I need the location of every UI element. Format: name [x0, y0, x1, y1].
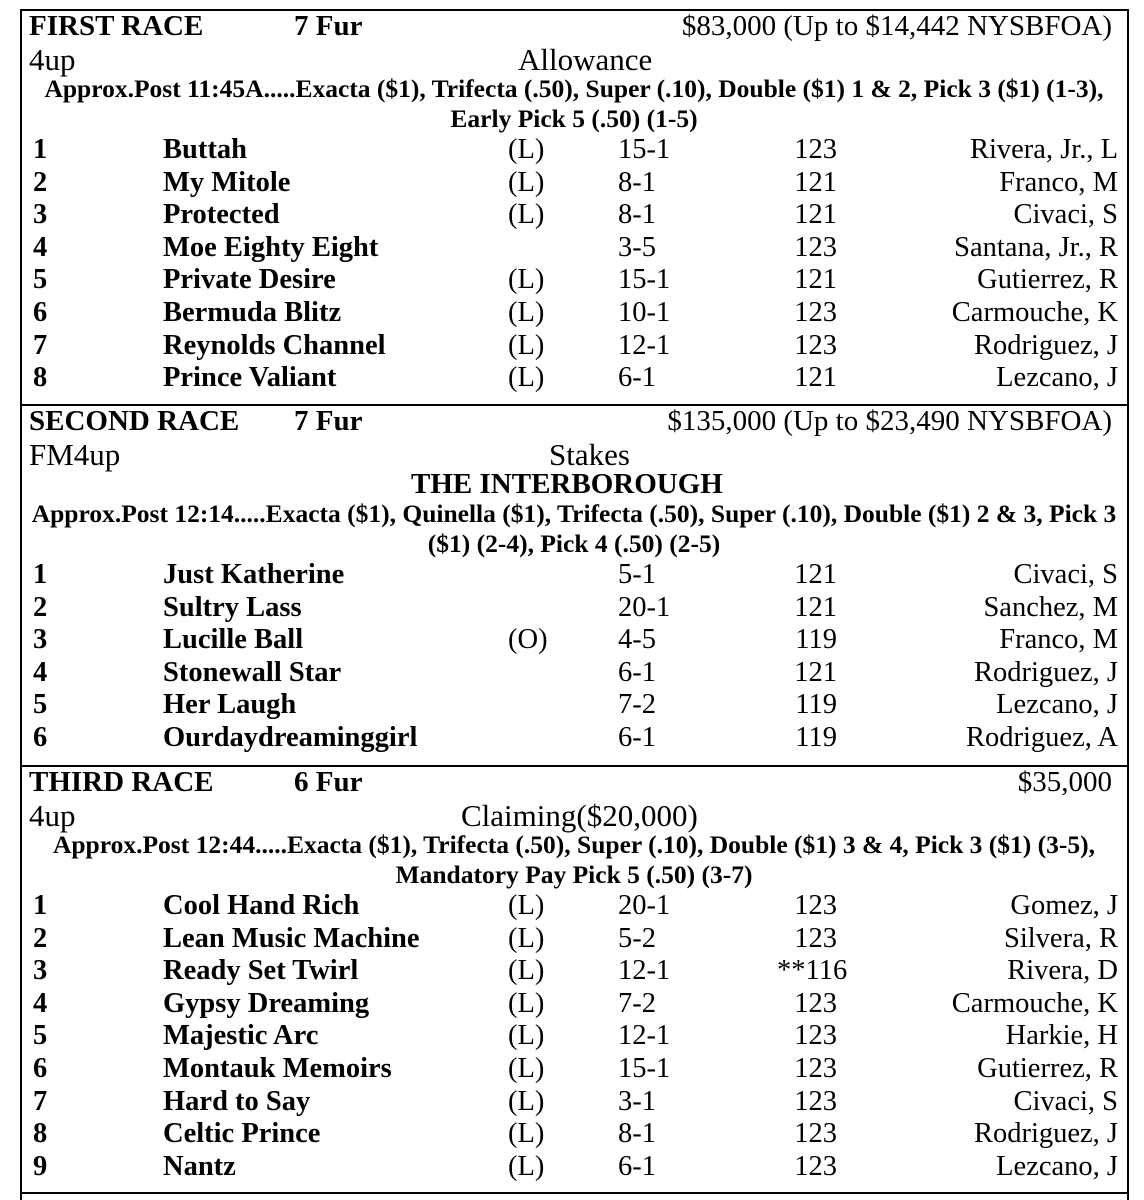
medication: (L) [508, 922, 545, 954]
horse-name: Lean Music Machine [163, 922, 420, 954]
jockey: Sanchez, M [983, 591, 1118, 623]
weight: 123 [794, 296, 837, 328]
jockey: Rivera, Jr., L [969, 134, 1118, 165]
post-position: 3 [33, 955, 48, 987]
morning-line-odds: 6-1 [618, 656, 656, 688]
weight: 123 [794, 1118, 837, 1150]
morning-line-odds: 5-1 [618, 559, 656, 590]
jockey: Rodriguez, J [973, 1118, 1118, 1150]
post-position: 8 [33, 362, 48, 394]
weight: 121 [794, 264, 837, 296]
horse-name: Stonewall Star [163, 656, 342, 688]
horse-name: Montauk Memoirs [163, 1052, 392, 1084]
medication: (O) [508, 624, 548, 656]
entry-row [20, 890, 1128, 923]
post-position: 5 [33, 264, 48, 296]
medication: (L) [508, 1020, 545, 1052]
entry-row [20, 362, 1128, 395]
race-card-third [20, 766, 1128, 1192]
morning-line-odds: 6-1 [618, 721, 656, 753]
weight: 119 [795, 721, 837, 753]
post-position: 6 [33, 296, 48, 328]
entry-row [20, 297, 1128, 330]
jockey: Civaci, S [1013, 1085, 1118, 1117]
entry-row [20, 1151, 1128, 1184]
weight: 123 [794, 987, 837, 1019]
entry-row [20, 199, 1128, 232]
horse-name: Majestic Arc [163, 1020, 319, 1052]
post-position: 5 [33, 689, 48, 721]
entry-row [20, 167, 1128, 200]
race-purse: $135,000 (Up to $23,490 NYSBFOA) [667, 405, 1112, 437]
weight: 123 [794, 329, 837, 361]
weight: 123 [794, 1052, 837, 1084]
entry-row [20, 1118, 1128, 1151]
entry-row [20, 330, 1128, 363]
entry-list [20, 559, 1128, 755]
morning-line-odds: 12-1 [618, 329, 671, 361]
entry-row [20, 1086, 1128, 1119]
jockey: Rodriguez, A [966, 721, 1118, 753]
medication: (L) [508, 955, 545, 987]
morning-line-odds: 10-1 [618, 296, 671, 328]
entry-list [20, 134, 1128, 395]
post-position: 6 [33, 1052, 48, 1084]
morning-line-odds: 8-1 [618, 166, 656, 198]
entry-row [20, 624, 1128, 657]
race-distance: 7 Fur [294, 10, 363, 42]
horse-name: Buttah [163, 134, 247, 165]
medication: (L) [508, 1118, 545, 1150]
weight: 121 [794, 199, 837, 231]
post-position: 6 [33, 721, 48, 753]
post-position: 1 [33, 559, 48, 590]
medication: (L) [508, 1085, 545, 1117]
race-divider [20, 1192, 1128, 1194]
horse-name: Ourdaydreaminggirl [163, 721, 418, 753]
race-wagers: Approx.Post 12:14.....Exacta ($1), Quinella ($1), Trifecta (.50), Super (.10), Double ($1) 2 & 3, Pick 3 ($1) (2-4), Pick 4 (.50) (2-5) [31, 499, 1117, 558]
entry-row [20, 134, 1128, 167]
morning-line-odds: 7-2 [618, 987, 656, 1019]
race-distance: 7 Fur [294, 405, 363, 437]
morning-line-odds: 20-1 [618, 591, 671, 623]
morning-line-odds: 4-5 [618, 624, 656, 656]
morning-line-odds: 7-2 [618, 689, 656, 721]
medication: (L) [508, 296, 545, 328]
stakes-name: THE INTERBOROUGH [411, 468, 723, 500]
post-position: 4 [33, 987, 48, 1019]
post-position: 9 [33, 1150, 48, 1182]
race-card-first [20, 10, 1128, 404]
horse-name: Moe Eighty Eight [163, 231, 379, 263]
morning-line-odds: 15-1 [618, 134, 671, 165]
horse-name: Nantz [163, 1150, 236, 1182]
race-type: Claiming($20,000) [461, 798, 698, 833]
medication: (L) [508, 134, 545, 165]
jockey: Rodriguez, J [973, 656, 1118, 688]
morning-line-odds: 3-1 [618, 1085, 656, 1117]
post-position: 1 [33, 890, 48, 921]
medication: (L) [508, 199, 545, 231]
post-position: 2 [33, 922, 48, 954]
post-position: 2 [33, 166, 48, 198]
morning-line-odds: 6-1 [618, 362, 656, 394]
post-position: 7 [33, 1085, 48, 1117]
morning-line-odds: 6-1 [618, 1150, 656, 1182]
post-position: 2 [33, 591, 48, 623]
horse-name: Cool Hand Rich [163, 890, 360, 921]
post-position: 3 [33, 624, 48, 656]
weight: 123 [794, 922, 837, 954]
post-position: 8 [33, 1118, 48, 1150]
jockey: Gutierrez, R [977, 264, 1118, 296]
morning-line-odds: 5-2 [618, 922, 656, 954]
medication: (L) [508, 1052, 545, 1084]
medication: (L) [508, 166, 545, 198]
post-position: 4 [33, 231, 48, 263]
post-position: 1 [33, 134, 48, 165]
jockey: Santana, Jr., R [954, 231, 1118, 263]
weight: 123 [794, 134, 837, 165]
weight: 119 [795, 689, 837, 721]
weight: 123 [794, 231, 837, 263]
post-position: 4 [33, 656, 48, 688]
jockey: Franco, M [999, 624, 1118, 656]
jockey: Carmouche, K [951, 987, 1118, 1019]
weight: **116 [777, 955, 848, 987]
race-age: 4up [29, 798, 76, 833]
medication: (L) [508, 987, 545, 1019]
entry-row [20, 232, 1128, 265]
horse-name: Gypsy Dreaming [163, 987, 370, 1019]
weight: 123 [794, 1150, 837, 1182]
weight: 121 [794, 591, 837, 623]
race-age: FM4up [29, 437, 121, 472]
race-title: SECOND RACE [29, 405, 240, 437]
jockey: Rodriguez, J [973, 329, 1118, 361]
jockey: Gomez, J [1010, 890, 1118, 921]
entry-row [20, 1053, 1128, 1086]
entry-row [20, 689, 1128, 722]
post-position: 7 [33, 329, 48, 361]
morning-line-odds: 12-1 [618, 955, 671, 987]
weight: 121 [794, 166, 837, 198]
jockey: Franco, M [999, 166, 1118, 198]
horse-name: Her Laugh [163, 689, 297, 721]
race-wagers: Approx.Post 12:44.....Exacta ($1), Trifecta (.50), Super (.10), Double ($1) 3 & 4, Pick 3 ($1) (3-5), Mandatory Pay Pick 5 (.50) (3-7) [52, 830, 1096, 889]
jockey: Gutierrez, R [977, 1052, 1118, 1084]
entry-row [20, 988, 1128, 1021]
post-position: 3 [33, 199, 48, 231]
morning-line-odds: 8-1 [618, 1118, 656, 1150]
race-purse: $35,000 [1017, 766, 1112, 798]
horse-name: Hard to Say [163, 1085, 311, 1117]
race-title: FIRST RACE [29, 10, 204, 42]
jockey: Lezcano, J [996, 362, 1118, 394]
entry-row [20, 264, 1128, 297]
morning-line-odds: 15-1 [618, 264, 671, 296]
horse-name: Reynolds Channel [163, 329, 386, 361]
entry-list [20, 890, 1128, 1183]
race-distance: 6 Fur [294, 766, 363, 798]
race-type: Stakes [549, 437, 630, 472]
horse-name: Lucille Ball [163, 624, 304, 656]
horse-name: Just Katherine [163, 559, 345, 590]
medication: (L) [508, 362, 545, 394]
entry-row [20, 955, 1128, 988]
horse-name: Private Desire [163, 264, 336, 296]
entry-row [20, 592, 1128, 625]
jockey: Lezcano, J [996, 1150, 1118, 1182]
morning-line-odds: 3-5 [618, 231, 656, 263]
morning-line-odds: 15-1 [618, 1052, 671, 1084]
weight: 119 [795, 624, 837, 656]
jockey: Silvera, R [1004, 922, 1118, 954]
horse-name: Bermuda Blitz [163, 296, 342, 328]
medication: (L) [508, 264, 545, 296]
morning-line-odds: 8-1 [618, 199, 656, 231]
weight: 121 [794, 362, 837, 394]
jockey: Harkie, H [1005, 1020, 1118, 1052]
race-wagers: Approx.Post 11:45A.....Exacta ($1), Trifecta (.50), Super (.10), Double ($1) 1 & 2, Pick 3 ($1) (1-3), Early Pick 5 (.50) (1-5) [44, 74, 1104, 133]
weight: 121 [794, 656, 837, 688]
medication: (L) [508, 1150, 545, 1182]
horse-name: Ready Set Twirl [163, 955, 359, 987]
jockey: Civaci, S [1013, 199, 1118, 231]
entry-row [20, 559, 1128, 592]
jockey: Carmouche, K [951, 296, 1118, 328]
morning-line-odds: 12-1 [618, 1020, 671, 1052]
horse-name: Sultry Lass [163, 591, 302, 623]
jockey: Civaci, S [1013, 559, 1118, 590]
horse-name: Celtic Prince [163, 1118, 321, 1150]
weight: 121 [794, 559, 837, 590]
jockey: Lezcano, J [996, 689, 1118, 721]
entry-row [20, 1020, 1128, 1053]
weight: 123 [794, 890, 837, 921]
entry-row [20, 657, 1128, 690]
post-position: 5 [33, 1020, 48, 1052]
medication: (L) [508, 329, 545, 361]
race-card-second [20, 405, 1128, 765]
entry-row [20, 722, 1128, 755]
race-age: 4up [29, 42, 76, 77]
race-purse: $83,000 (Up to $14,442 NYSBFOA) [681, 10, 1112, 42]
jockey: Rivera, D [1007, 955, 1118, 987]
morning-line-odds: 20-1 [618, 890, 671, 921]
horse-name: Prince Valiant [163, 362, 337, 394]
race-type: Allowance [518, 42, 653, 77]
medication: (L) [508, 890, 545, 921]
entry-row [20, 923, 1128, 956]
weight: 123 [794, 1085, 837, 1117]
weight: 123 [794, 1020, 837, 1052]
horse-name: My Mitole [163, 166, 291, 198]
race-title: THIRD RACE [29, 766, 214, 798]
horse-name: Protected [163, 199, 280, 231]
